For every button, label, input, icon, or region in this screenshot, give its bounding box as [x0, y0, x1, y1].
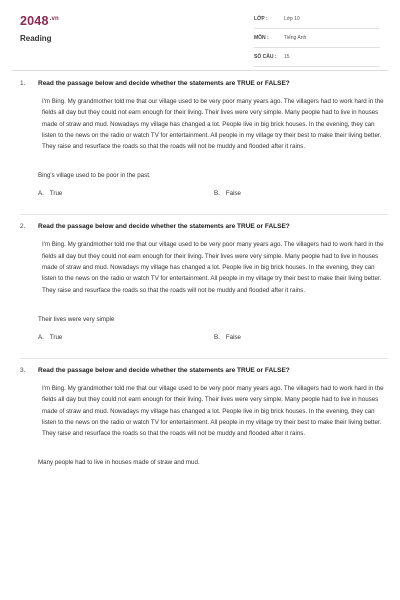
meta-label: LỚP :	[254, 16, 268, 22]
meta-label: SỐ CÂU :	[254, 54, 277, 60]
option-text: False	[225, 190, 241, 198]
reading-passage: I'm Bing. My grandmother told me that our village used to be very poor many years ago. The villagers had to work hard in the fields all day but they could not earn enough for their living. Their lives were very simple. Many people had to live in houses made of straw and mud. Nowadays my village has changed a lot. People live in big brick houses. In the evening, they can listen to the news on the radio or watch TV for entertainment. All people in my village try their best to make their living better. They raise and resurface the roads so that the roads will not be muddy and flooded after it rains.	[42, 241, 384, 294]
question-number: 1.	[20, 80, 26, 87]
option-text: False	[225, 333, 241, 341]
option-b[interactable]	[214, 334, 241, 341]
option-letter: B.	[214, 190, 220, 198]
question-head	[20, 365, 386, 383]
meta-value: Tiếng Anh	[284, 35, 307, 41]
option-a[interactable]	[38, 190, 62, 197]
option-text: True	[49, 190, 63, 198]
option-letter: B.	[214, 333, 220, 341]
answer-options	[38, 190, 386, 212]
question-prompt: Read the passage below and decide whether the statements are TRUE or FALSE?	[38, 223, 290, 231]
header	[0, 0, 400, 70]
reading-passage: I'm Bing. My grandmother told me that our village used to be very poor many years ago. The villagers had to work hard in the fields all day but they could not earn enough for their living. Their lives were very simple. Many people had to live in houses made of straw and mud. Nowadays my village has changed a lot. People live in big brick houses. In the evening, they can listen to the news on the radio or watch TV for entertainment. All people in my village try their best to make their living better. They raise and resurface the roads so that the roads will not be muddy and flooded after it rains.	[42, 98, 384, 151]
question-statement: Their lives were very simple	[38, 315, 115, 323]
meta-row-subject	[254, 33, 380, 48]
question-number: 2.	[20, 223, 26, 231]
question-1	[20, 78, 386, 215]
logo-text: 2048	[20, 14, 49, 28]
question-divider	[20, 214, 388, 215]
meta-row-count	[254, 52, 380, 67]
question-statement: Bing's village used to be poor in the past.	[38, 172, 151, 180]
logo-suffix: .vn	[49, 15, 59, 22]
option-text: True	[49, 333, 63, 341]
question-divider	[20, 358, 388, 359]
option-b[interactable]	[214, 190, 241, 197]
question-number: 3.	[20, 366, 26, 374]
question-2	[20, 221, 386, 358]
meta-value: 15	[284, 54, 290, 60]
header-divider	[12, 70, 388, 71]
option-a[interactable]	[38, 334, 62, 341]
meta-label: MÔN :	[254, 35, 269, 41]
reading-passage: I'm Bing. My grandmother told me that our village used to be very poor many years ago. The villagers had to work hard in the fields all day but they could not earn enough for their living. Their lives were very simple. Many people had to live in houses made of straw and mud. Nowadays my village has changed a lot. People live in big brick houses. In the evening, they can listen to the news on the radio or watch TV for entertainment. All people in my village try their best to make their living better. They raise and resurface the roads so that the roads will not be muddy and flooded after it rains.	[42, 384, 384, 438]
question-3	[20, 365, 386, 471]
site-logo[interactable]	[20, 14, 59, 28]
question-head	[20, 221, 386, 239]
meta-row-class	[254, 14, 380, 29]
option-letter: A.	[38, 333, 44, 341]
question-prompt: Read the passage below and decide whether the statements are TRUE or FALSE?	[38, 366, 290, 374]
subject-title: Reading	[20, 34, 52, 43]
option-letter: A.	[38, 190, 44, 198]
meta-panel	[254, 14, 380, 71]
answer-options	[38, 334, 386, 356]
question-prompt: Read the passage below and decide whether the statements are TRUE or FALSE?	[38, 80, 290, 87]
question-statement: Many people had to live in houses made of straw and mud.	[38, 459, 200, 467]
meta-value: Lớp 10	[284, 16, 300, 22]
question-head	[20, 78, 386, 96]
question-list	[0, 78, 400, 471]
